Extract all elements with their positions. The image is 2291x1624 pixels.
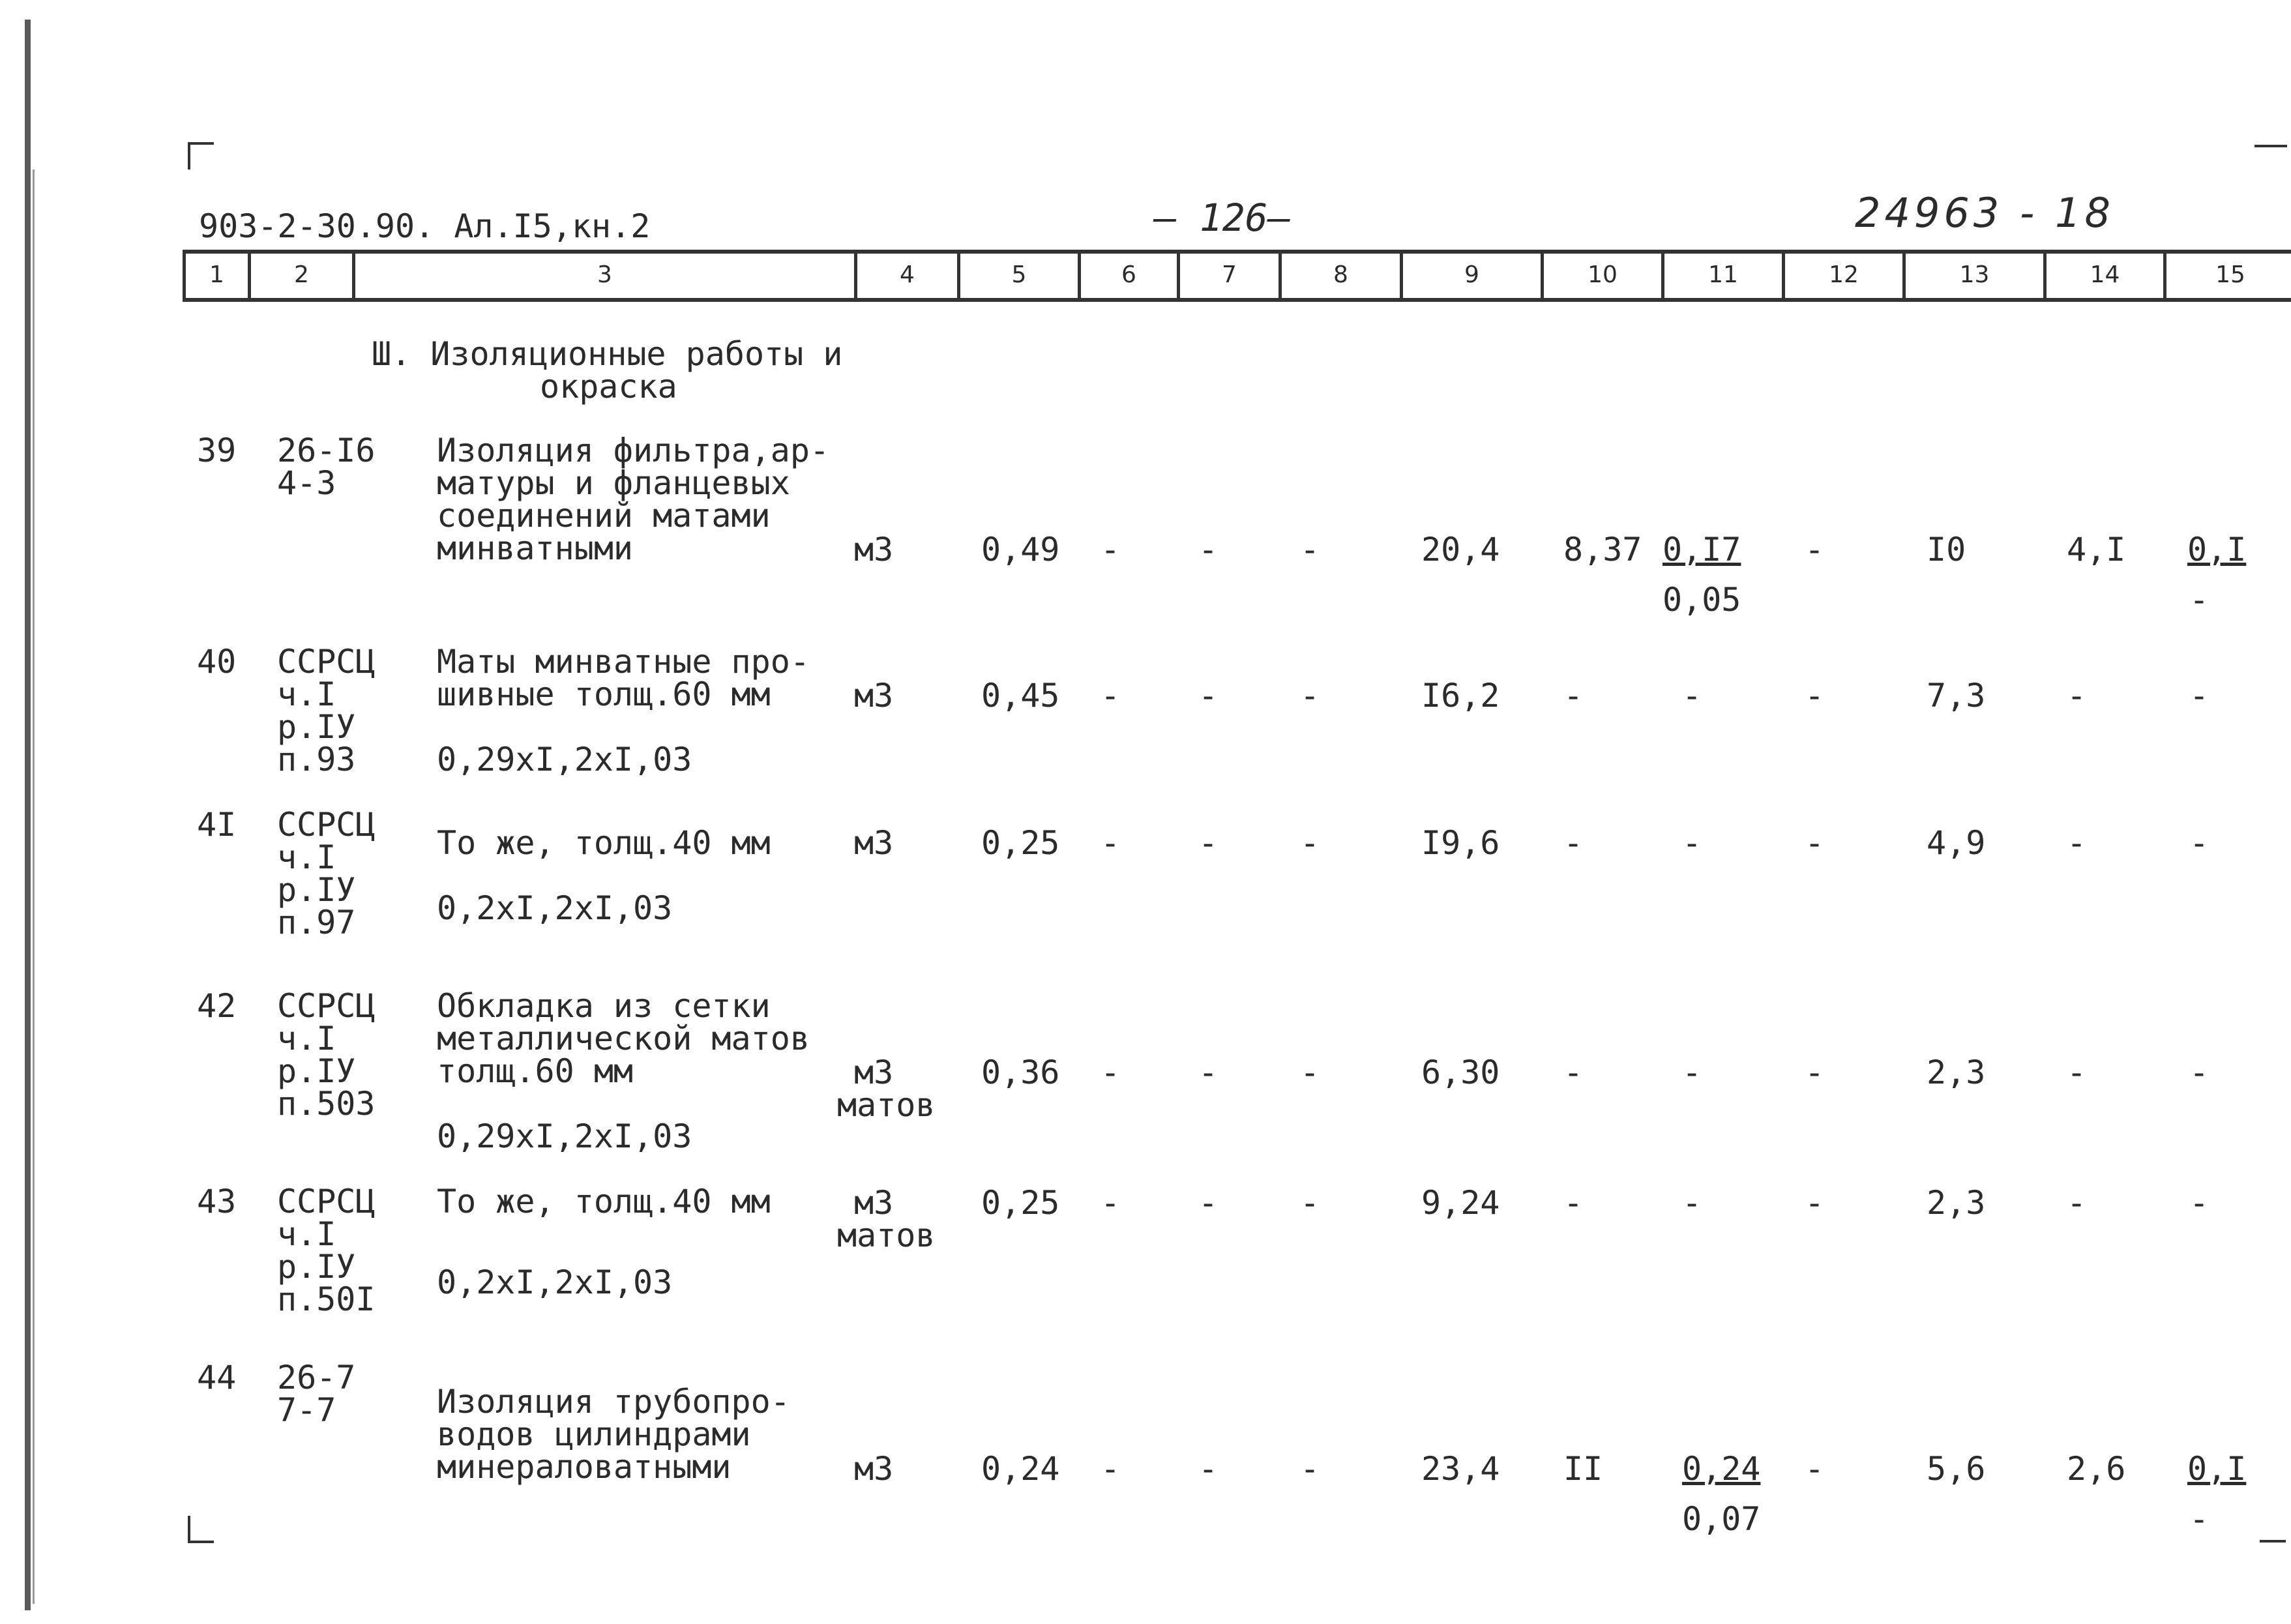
document-code: 903-2-30.90. Ал.I5,кн.2 xyxy=(199,207,651,245)
col-14-value: 4,I xyxy=(2067,531,2126,568)
column-header: 11 xyxy=(1664,254,1785,298)
price-code: п.50I xyxy=(277,1280,376,1318)
col-11-value: 0,24 xyxy=(1682,1450,1761,1488)
col-14-value: - xyxy=(2067,1054,2087,1091)
work-description: шивные толщ.60 мм xyxy=(437,675,771,713)
price-code: п.97 xyxy=(277,904,356,941)
corner-mark-bottom-right xyxy=(2260,1540,2286,1543)
col-13-value: 7,3 xyxy=(1927,677,1986,715)
price-code: ч.I xyxy=(277,1215,336,1253)
work-description: толщ.60 мм xyxy=(437,1052,634,1090)
price-code: ч.I xyxy=(277,1020,336,1057)
work-description: То же, толщ.40 мм xyxy=(437,1183,771,1220)
col-15-value: - xyxy=(2189,824,2210,862)
col-14-value: - xyxy=(2067,1184,2087,1222)
col-9-value: 9,24 xyxy=(1421,1184,1500,1222)
quantity: 0,24 xyxy=(981,1450,1060,1488)
col-8-value: - xyxy=(1300,1450,1320,1488)
price-code: ССРСЦ xyxy=(277,987,376,1025)
col-15-subvalue: - xyxy=(2189,1500,2210,1538)
price-code: р.IУ xyxy=(277,1248,356,1286)
price-code: ССРСЦ xyxy=(277,643,376,681)
col-6-value: - xyxy=(1101,1184,1121,1222)
col-6-value: - xyxy=(1101,1450,1121,1488)
price-code: ч.I xyxy=(277,838,336,876)
col-12-value: - xyxy=(1805,677,1825,715)
col-6-value: - xyxy=(1101,824,1121,862)
col-13-value: 4,9 xyxy=(1927,824,1986,862)
page-number: — 126— xyxy=(1154,196,1291,240)
unit: м3 xyxy=(854,824,894,862)
price-code: р.IУ xyxy=(277,1052,356,1090)
col-10-value: - xyxy=(1563,677,1584,715)
col-15-value: - xyxy=(2189,1184,2210,1222)
work-description: Маты минватные про- xyxy=(437,643,810,681)
column-header: 4 xyxy=(857,254,960,298)
row-number: 43 xyxy=(197,1183,237,1220)
col-6-value: - xyxy=(1101,531,1121,568)
col-9-value: 6,30 xyxy=(1421,1054,1500,1091)
work-description: металлической матов xyxy=(437,1020,810,1057)
col-6-value: - xyxy=(1101,677,1121,715)
price-code: ССРСЦ xyxy=(277,1183,376,1220)
column-header: 8 xyxy=(1282,254,1403,298)
column-header: 1 xyxy=(186,254,251,298)
row-number: 42 xyxy=(197,987,237,1025)
unit: м3 xyxy=(854,1054,894,1091)
col-7-value: - xyxy=(1198,1184,1219,1222)
col-11-value: - xyxy=(1682,1054,1702,1091)
col-8-value: - xyxy=(1300,677,1320,715)
row-number: 44 xyxy=(197,1359,237,1396)
col-11-subvalue: 0,07 xyxy=(1682,1500,1761,1538)
column-header: 2 xyxy=(251,254,355,298)
work-description: То же, толщ.40 мм xyxy=(437,824,771,862)
price-code: 7-7 xyxy=(277,1391,336,1429)
column-header: 15 xyxy=(2215,261,2245,288)
col-12-value: - xyxy=(1805,824,1825,862)
price-code: 4-3 xyxy=(277,464,336,502)
column-header: 3 xyxy=(355,254,857,298)
col-10-value: II xyxy=(1563,1450,1603,1488)
section-title: Ш. Изоляционные работы и xyxy=(372,335,843,373)
col-11-value: - xyxy=(1682,824,1702,862)
row-number: 4I xyxy=(197,806,237,844)
col-13-value: 2,3 xyxy=(1927,1184,1986,1222)
unit-qualifier: матов xyxy=(837,1086,936,1124)
work-description: Изоляция трубопро- xyxy=(437,1383,790,1421)
col-11-value: - xyxy=(1682,1184,1702,1222)
work-description: минераловатными xyxy=(437,1448,732,1486)
binding-edge-shadow xyxy=(33,170,35,1604)
price-code: 26-7 xyxy=(277,1359,356,1396)
col-6-value: - xyxy=(1101,1054,1121,1091)
col-14-value: - xyxy=(2067,824,2087,862)
col-9-value: I6,2 xyxy=(1421,677,1500,715)
column-header: 12 xyxy=(1785,254,1906,298)
col-9-value: 23,4 xyxy=(1421,1450,1500,1488)
corner-mark-top-left xyxy=(188,142,214,170)
col-7-value: - xyxy=(1198,1450,1219,1488)
col-14-value: 2,6 xyxy=(2067,1450,2126,1488)
quantity: 0,45 xyxy=(981,677,1060,715)
calculation: 0,29xI,2xI,03 xyxy=(437,741,692,778)
corner-mark-top-right xyxy=(2254,145,2287,147)
col-15-value: - xyxy=(2189,1054,2210,1091)
col-12-value: - xyxy=(1805,531,1825,568)
column-header: 9 xyxy=(1403,254,1544,298)
unit-qualifier: матов xyxy=(837,1217,936,1254)
col-7-value: - xyxy=(1198,677,1219,715)
col-13-value: I0 xyxy=(1927,531,1966,568)
col-10-value: - xyxy=(1563,1054,1584,1091)
column-header: 13 xyxy=(1906,254,2047,298)
row-number: 40 xyxy=(197,643,237,681)
quantity: 0,36 xyxy=(981,1054,1060,1091)
work-description: матуры и фланцевых xyxy=(437,464,790,502)
price-code: ч.I xyxy=(277,675,336,713)
price-code: ССРСЦ xyxy=(277,806,376,844)
calculation: 0,29xI,2xI,03 xyxy=(437,1117,692,1155)
work-description: минватными xyxy=(437,529,634,567)
row-number: 39 xyxy=(197,432,237,469)
unit: м3 xyxy=(854,1184,894,1222)
col-11-value: - xyxy=(1682,677,1702,715)
col-10-value: - xyxy=(1563,1184,1584,1222)
calculation: 0,2xI,2xI,03 xyxy=(437,889,673,927)
quantity: 0,25 xyxy=(981,1184,1060,1222)
col-7-value: - xyxy=(1198,531,1219,568)
col-10-value: 8,37 xyxy=(1563,531,1642,568)
column-header: 7 xyxy=(1180,254,1282,298)
corner-mark-bottom-left xyxy=(188,1516,214,1543)
col-12-value: - xyxy=(1805,1184,1825,1222)
col-7-value: - xyxy=(1198,1054,1219,1091)
price-code: р.IУ xyxy=(277,871,356,909)
price-code: р.IУ xyxy=(277,708,356,746)
col-7-value: - xyxy=(1198,824,1219,862)
sheet-number: 24963 - 18 xyxy=(1855,189,2114,237)
col-12-value: - xyxy=(1805,1450,1825,1488)
binding-edge xyxy=(25,20,31,1610)
col-9-value: 20,4 xyxy=(1421,531,1500,568)
column-header: 6 xyxy=(1081,254,1180,298)
price-code: п.503 xyxy=(277,1085,376,1123)
col-14-value: - xyxy=(2067,677,2087,715)
unit: м3 xyxy=(854,677,894,715)
work-description: водов цилиндрами xyxy=(437,1415,751,1453)
col-15-value: 0,I xyxy=(2187,531,2247,568)
col-11-subvalue: 0,05 xyxy=(1663,581,1741,619)
column-header: 10 xyxy=(1544,254,1664,298)
col-9-value: I9,6 xyxy=(1421,824,1500,862)
price-code: п.93 xyxy=(277,741,356,778)
column-header: 5 xyxy=(960,254,1081,298)
col-15-value: 0,I xyxy=(2187,1450,2247,1488)
work-description: Изоляция фильтра,ар- xyxy=(437,432,830,469)
col-11-value: 0,I7 xyxy=(1663,531,1741,568)
col-8-value: - xyxy=(1300,531,1320,568)
price-code: 26-I6 xyxy=(277,432,376,469)
unit: м3 xyxy=(854,1450,894,1488)
quantity: 0,25 xyxy=(981,824,1060,862)
col-13-value: 2,3 xyxy=(1927,1054,1986,1091)
section-title-continued: окраска xyxy=(540,368,677,406)
col-8-value: - xyxy=(1300,824,1320,862)
col-15-value: - xyxy=(2189,677,2210,715)
work-description: соединений матами xyxy=(437,497,771,535)
quantity: 0,49 xyxy=(981,531,1060,568)
calculation: 0,2xI,2xI,03 xyxy=(437,1263,673,1301)
col-8-value: - xyxy=(1300,1184,1320,1222)
unit: м3 xyxy=(854,531,894,568)
col-10-value: - xyxy=(1563,824,1584,862)
col-13-value: 5,6 xyxy=(1927,1450,1986,1488)
column-header: 14 xyxy=(2047,254,2166,298)
col-12-value: - xyxy=(1805,1054,1825,1091)
col-8-value: - xyxy=(1300,1054,1320,1091)
col-15-subvalue: - xyxy=(2189,581,2210,619)
column-header-row xyxy=(183,250,2291,302)
work-description: Обкладка из сетки xyxy=(437,987,771,1025)
